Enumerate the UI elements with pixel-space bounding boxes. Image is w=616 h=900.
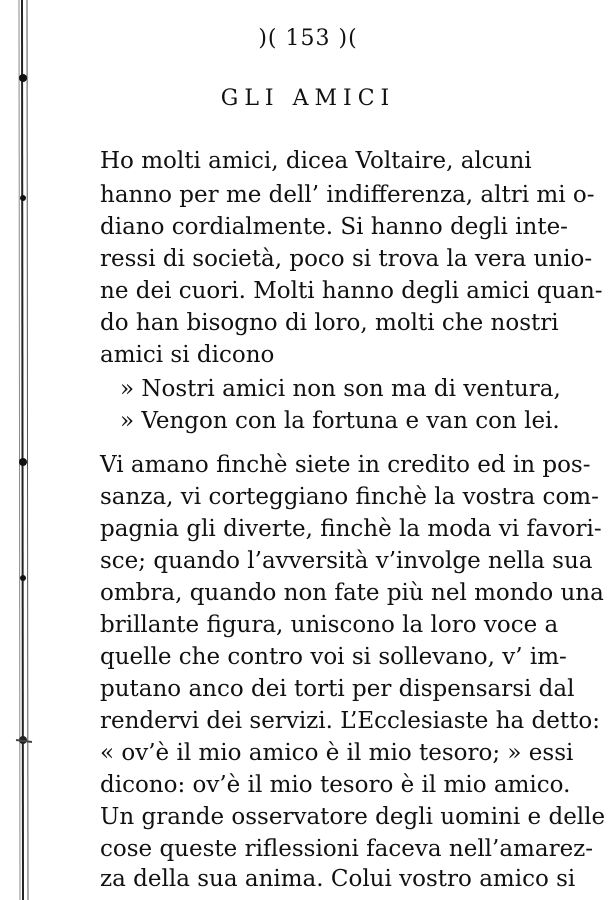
text-line: ne dei cuori. Molti hanno degli amici quan- bbox=[100, 278, 603, 304]
chapter-title: GLI AMICI bbox=[220, 86, 396, 111]
text-line: Un grande osservatore degli uomini e delle bbox=[100, 804, 606, 830]
text-line: sanza, vi corteggiano finchè la vostra com- bbox=[100, 484, 599, 510]
page-number: )( 153 )( bbox=[258, 26, 358, 51]
text-line: dicono: ov’è il mio tesoro è il mio amico. bbox=[100, 772, 571, 798]
text-line: do han bisogno di loro, molti che nostri bbox=[100, 310, 559, 336]
text-line: hanno per me dell’ indifferenza, altri mi o- bbox=[100, 182, 595, 208]
verse-line: » Vengon con la fortuna e van con lei. bbox=[120, 408, 560, 434]
text-line: sce; quando l’avversità v’involge nella sua bbox=[100, 548, 593, 574]
text-line: cose queste riflessioni faceva nell’amarez- bbox=[100, 836, 594, 862]
text-line: ressi di società, poco si trova la vera unio- bbox=[100, 246, 593, 272]
verse-line: » Nostri amici non son ma di ventura, bbox=[120, 376, 561, 402]
text-line: brillante figura, uniscono la loro voce a bbox=[100, 612, 559, 638]
text-line: diano cordialmente. Si hanno degli inte- bbox=[100, 214, 568, 240]
text-line: za della sua anima. Colui vostro amico si bbox=[100, 866, 576, 892]
text-line: « ov’è il mio amico è il mio tesoro; » essi bbox=[100, 740, 574, 766]
text-line: putano anco dei torti per dispensarsi dal bbox=[100, 676, 575, 702]
text-line: rendervi dei servizi. L’Ecclesiaste ha detto: bbox=[100, 708, 600, 734]
binding-edge bbox=[10, 0, 40, 900]
text-line: ombra, quando non fate più nel mondo una bbox=[100, 580, 604, 606]
text-line: Vi amano finchè siete in credito ed in pos- bbox=[100, 452, 591, 478]
binding-edge-graphic bbox=[10, 0, 40, 900]
text-line: amici si dicono bbox=[100, 342, 275, 368]
text-line: quelle che contro voi si sollevano, v’ im- bbox=[100, 644, 567, 670]
text-line: pagnia gli diverte, finchè la moda vi favori- bbox=[100, 516, 602, 542]
text-line: Ho molti amici, dicea Voltaire, alcuni bbox=[100, 148, 532, 174]
